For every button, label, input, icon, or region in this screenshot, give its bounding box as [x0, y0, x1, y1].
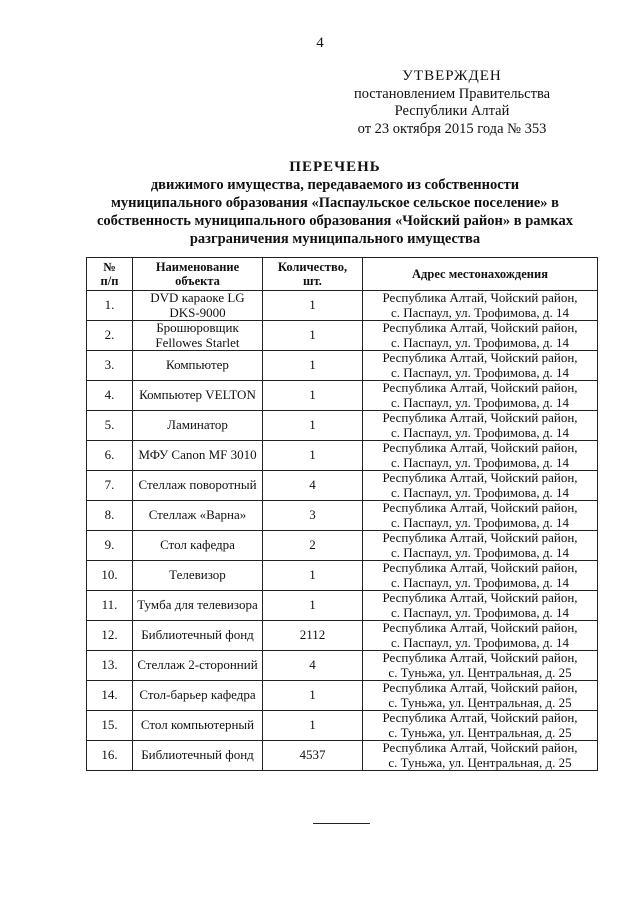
cell-number: 1.: [87, 291, 133, 321]
address-line: с. Паспаул, ул. Трофимова, д. 14: [390, 304, 569, 320]
name-line: DVD караоке LG: [150, 290, 245, 305]
table-row: [87, 741, 598, 771]
address-line: с. Туньжа, ул. Центральная, д. 25: [388, 694, 572, 710]
address-line: с. Паспаул, ул. Трофимова, д. 14: [390, 454, 569, 470]
address-line: Республика Алтай, Чойский район,: [382, 380, 578, 395]
table-row: [87, 471, 598, 501]
cell-address: [363, 711, 598, 741]
name-line: Телевизор: [169, 567, 226, 583]
name-line: Библиотечный фонд: [141, 627, 254, 643]
address-line: с. Туньжа, ул. Центральная, д. 25: [388, 664, 572, 680]
address-line: Республика Алтай, Чойский район,: [382, 290, 578, 305]
cell-number: 6.: [87, 441, 133, 471]
address-line: с. Паспаул, ул. Трофимова, д. 14: [390, 334, 569, 350]
cell-number: 12.: [87, 621, 133, 651]
cell-quantity: 1: [263, 441, 363, 471]
cell-name: [133, 711, 263, 741]
cell-number: 11.: [87, 591, 133, 621]
cell-name: [133, 681, 263, 711]
table-row: [87, 621, 598, 651]
cell-address: [363, 291, 598, 321]
cell-quantity: 4: [263, 471, 363, 501]
approval-line: Республики Алтай: [394, 103, 510, 119]
table-row: [87, 531, 598, 561]
cell-address: [363, 561, 598, 591]
approval-stamp: УТВЕРЖДЕН: [402, 68, 502, 84]
approval-line: постановлением Правительства: [353, 85, 551, 102]
cell-name: [133, 381, 263, 411]
cell-name: [133, 741, 263, 771]
address-line: Республика Алтай, Чойский район,: [382, 350, 578, 365]
cell-name: [133, 501, 263, 531]
cell-address: [363, 411, 598, 441]
cell-address: [363, 591, 598, 621]
cell-quantity: 3: [263, 501, 363, 531]
address-line: Республика Алтай, Чойский район,: [382, 560, 578, 575]
property-table: [86, 257, 598, 771]
end-rule: [313, 823, 370, 824]
cell-quantity: 4: [263, 651, 363, 681]
cell-address: [363, 471, 598, 501]
cell-name: [133, 321, 263, 351]
cell-number: 9.: [87, 531, 133, 561]
address-line: Республика Алтай, Чойский район,: [382, 320, 578, 335]
table-row: [87, 291, 598, 321]
name-line: Fellowes Starlet: [155, 334, 240, 350]
address-line: Республика Алтай, Чойский район,: [382, 740, 578, 755]
cell-address: [363, 681, 598, 711]
address-line: с. Паспаул, ул. Трофимова, д. 14: [390, 604, 569, 620]
name-line: Стеллаж поворотный: [138, 477, 257, 493]
cell-name: [133, 411, 263, 441]
address-line: Республика Алтай, Чойский район,: [382, 530, 578, 545]
address-line: Республика Алтай, Чойский район,: [382, 590, 578, 605]
cell-address: [363, 651, 598, 681]
title-line: разграничения муниципального имущества: [189, 231, 481, 247]
table-row: [87, 441, 598, 471]
table-row: [87, 351, 598, 381]
address-line: с. Паспаул, ул. Трофимова, д. 14: [390, 424, 569, 440]
name-line: Ламинатор: [167, 417, 228, 433]
address-line: Республика Алтай, Чойский район,: [382, 410, 578, 425]
cell-name: [133, 471, 263, 501]
name-line: Тумба для телевизора: [137, 597, 258, 613]
table-row: [87, 681, 598, 711]
cell-name: [133, 651, 263, 681]
cell-quantity: 1: [263, 591, 363, 621]
name-line: Брошюровщик: [156, 320, 239, 335]
title-heading: ПЕРЕЧЕНЬ: [289, 159, 381, 175]
cell-quantity: 1: [263, 291, 363, 321]
table-row: [87, 381, 598, 411]
name-line: Стол компьютерный: [140, 717, 255, 733]
header-name: Наименование объекта: [133, 258, 263, 291]
cell-quantity: 4537: [263, 741, 363, 771]
cell-quantity: 1: [263, 561, 363, 591]
table-row: [87, 561, 598, 591]
name-line: Библиотечный фонд: [141, 747, 254, 763]
table-row: [87, 501, 598, 531]
table-row: [87, 321, 598, 351]
cell-address: [363, 531, 598, 561]
name-line: МФУ Canon MF 3010: [138, 447, 257, 463]
cell-quantity: 1: [263, 411, 363, 441]
name-line: Стол кафедра: [160, 537, 235, 553]
cell-quantity: 2: [263, 531, 363, 561]
name-line: Компьютер VELTON: [139, 387, 256, 403]
address-line: Республика Алтай, Чойский район,: [382, 680, 578, 695]
cell-quantity: 1: [263, 351, 363, 381]
table-row: [87, 411, 598, 441]
cell-number: 4.: [87, 381, 133, 411]
cell-name: [133, 291, 263, 321]
address-line: Республика Алтай, Чойский район,: [382, 650, 578, 665]
table-row: [87, 651, 598, 681]
name-line: Стол-барьер кафедра: [139, 687, 256, 703]
approval-line: от 23 октября 2015 года № 353: [357, 120, 547, 137]
approval-block: [322, 68, 582, 138]
address-line: с. Паспаул, ул. Трофимова, д. 14: [390, 394, 569, 410]
cell-address: [363, 351, 598, 381]
cell-quantity: 1: [263, 681, 363, 711]
cell-quantity: 2112: [263, 621, 363, 651]
address-line: с. Паспаул, ул. Трофимова, д. 14: [390, 574, 569, 590]
cell-number: 3.: [87, 351, 133, 381]
address-line: с. Паспаул, ул. Трофимова, д. 14: [390, 364, 569, 380]
cell-address: [363, 381, 598, 411]
cell-quantity: 1: [263, 321, 363, 351]
address-line: Республика Алтай, Чойский район,: [382, 470, 578, 485]
address-line: Республика Алтай, Чойский район,: [382, 500, 578, 515]
header-number: № п/п: [87, 258, 133, 291]
cell-name: [133, 351, 263, 381]
table-body: [87, 291, 598, 771]
cell-quantity: 1: [263, 711, 363, 741]
cell-address: [363, 501, 598, 531]
title-line: муниципального образования «Паспаульское сельское поселение» в: [110, 195, 559, 211]
cell-number: 16.: [87, 741, 133, 771]
cell-name: [133, 531, 263, 561]
cell-name: [133, 441, 263, 471]
document-title: [50, 158, 620, 248]
cell-address: [363, 741, 598, 771]
address-line: Республика Алтай, Чойский район,: [382, 710, 578, 725]
title-line: движимого имущества, передаваемого из собственности: [150, 177, 520, 193]
cell-number: 5.: [87, 411, 133, 441]
address-line: Республика Алтай, Чойский район,: [382, 440, 578, 455]
table-row: [87, 591, 598, 621]
address-line: Республика Алтай, Чойский район,: [382, 620, 578, 635]
table-row: [87, 711, 598, 741]
cell-name: [133, 561, 263, 591]
name-line: DKS-9000: [169, 304, 226, 320]
address-line: с. Туньжа, ул. Центральная, д. 25: [388, 724, 572, 740]
cell-address: [363, 621, 598, 651]
address-line: с. Паспаул, ул. Трофимова, д. 14: [390, 514, 569, 530]
cell-address: [363, 321, 598, 351]
name-line: Стеллаж 2-сторонний: [137, 657, 258, 673]
cell-address: [363, 441, 598, 471]
cell-number: 7.: [87, 471, 133, 501]
cell-number: 14.: [87, 681, 133, 711]
cell-number: 15.: [87, 711, 133, 741]
header-quantity: Количество, шт.: [263, 258, 363, 291]
cell-number: 10.: [87, 561, 133, 591]
table-header-row: [87, 258, 598, 291]
address-line: с. Паспаул, ул. Трофимова, д. 14: [390, 634, 569, 650]
cell-quantity: 1: [263, 381, 363, 411]
title-line: собственность муниципального образования «Чойский район» в рамках: [96, 213, 574, 229]
cell-name: [133, 591, 263, 621]
header-address: Адрес местонахождения: [363, 258, 598, 291]
cell-name: [133, 621, 263, 651]
name-line: Стеллаж «Варна»: [148, 507, 247, 523]
cell-number: 8.: [87, 501, 133, 531]
name-line: Компьютер: [166, 357, 229, 373]
cell-number: 13.: [87, 651, 133, 681]
address-line: с. Паспаул, ул. Трофимова, д. 14: [390, 544, 569, 560]
cell-number: 2.: [87, 321, 133, 351]
address-line: с. Туньжа, ул. Центральная, д. 25: [388, 754, 572, 770]
page-number: 4: [316, 35, 324, 51]
address-line: с. Паспаул, ул. Трофимова, д. 14: [390, 484, 569, 500]
